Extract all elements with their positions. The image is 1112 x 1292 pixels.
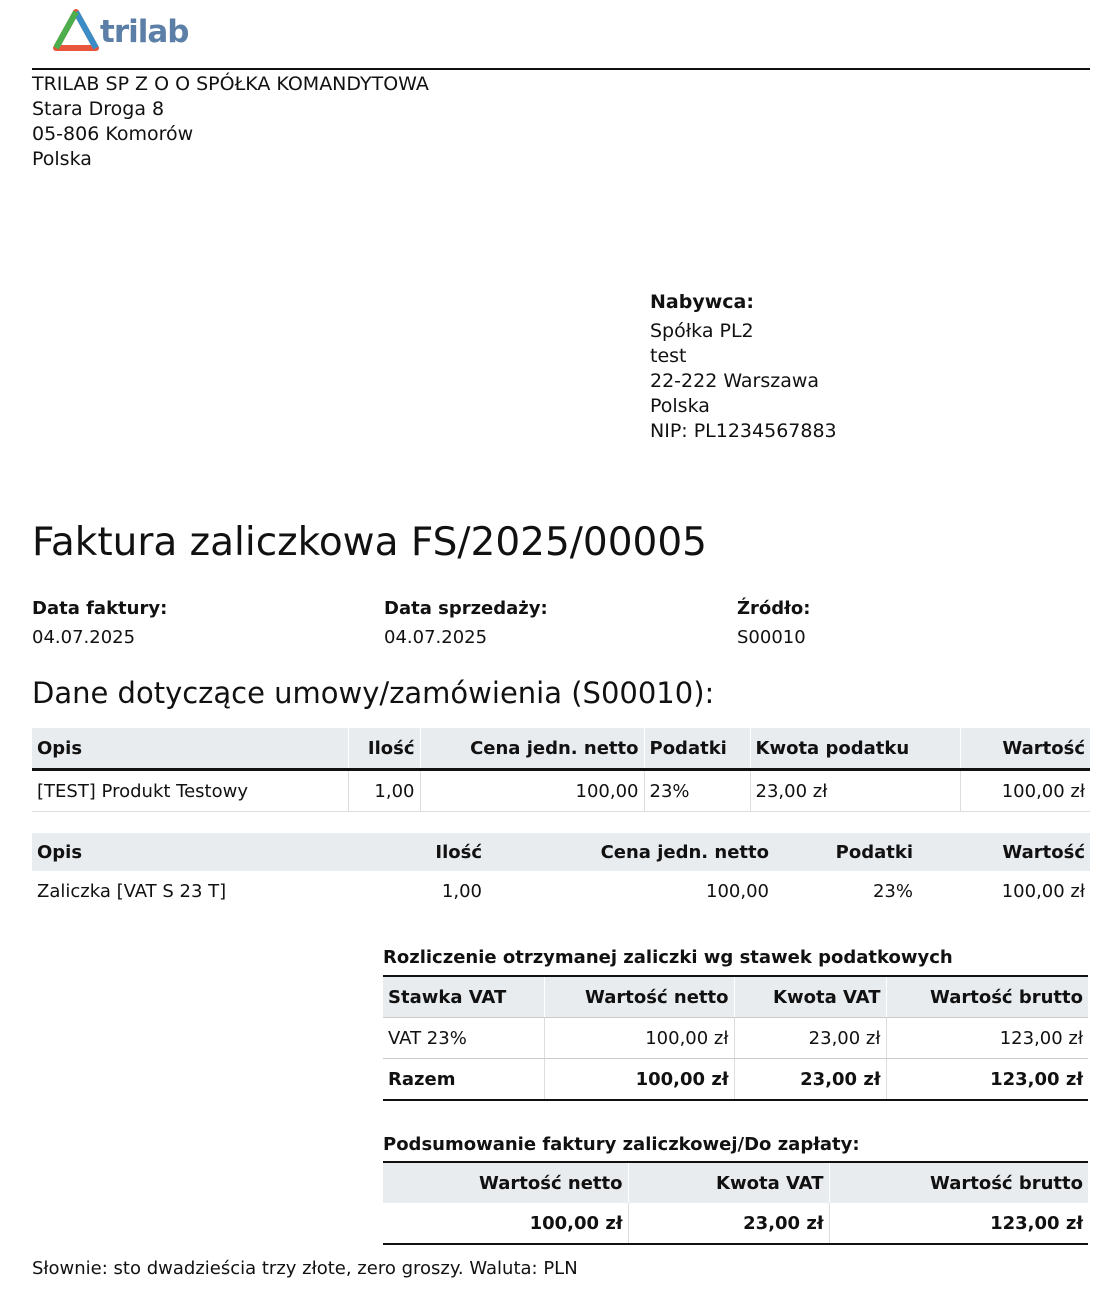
buyer-address (650, 290, 837, 444)
seller-address (32, 72, 429, 172)
buyer-name: Spółka PL2 (650, 320, 754, 342)
table-row (383, 1203, 1088, 1244)
company-logo (52, 8, 192, 58)
table-cell: Zaliczka [VAT S 23 T] (37, 880, 227, 902)
table-cell: 23,00 zł (628, 1203, 829, 1244)
logo-wordmark: trilab (100, 14, 189, 50)
total-row (383, 1059, 1088, 1101)
invoice-title: Faktura zaliczkowa FS/2025/00005 (32, 520, 707, 565)
col-header: Podatki (774, 833, 918, 871)
col-header: Cena jedn. netto (487, 833, 774, 871)
table-header-row (383, 1162, 1088, 1203)
table-cell: 23% (872, 880, 913, 902)
table-cell: [TEST] Produkt Testowy (32, 770, 348, 812)
table-cell: 1,00 (441, 880, 482, 902)
table-row (32, 770, 1090, 812)
col-header: Kwota VAT (628, 1162, 829, 1203)
col-header: Wartość brutto (829, 1162, 1088, 1203)
table-cell: 100,00 zł (544, 1059, 734, 1101)
triangle-logo-icon (52, 8, 100, 58)
buyer-line2: test (650, 345, 687, 367)
amount-in-words: Słownie: sto dwadzieścia trzy złote, zero groszy. Waluta: PLN (32, 1258, 578, 1279)
col-header: Stawka VAT (383, 976, 544, 1018)
col-header: Opis (32, 833, 372, 871)
table-header-row (383, 976, 1088, 1018)
source-label: Źródło: (737, 598, 811, 619)
buyer-city: 22-222 Warszawa (650, 370, 820, 392)
order-table (32, 728, 1090, 812)
table-cell: 100,00 zł (1001, 880, 1085, 902)
table-cell: 1,00 (348, 770, 420, 812)
buyer-heading: Nabywca: (650, 291, 754, 313)
seller-street: Stara Droga 8 (32, 98, 165, 120)
source (737, 598, 810, 648)
col-header: Ilość (348, 728, 420, 770)
col-header: Podatki (644, 728, 750, 770)
table-cell: 123,00 zł (829, 1203, 1088, 1244)
sale-date-value: 04.07.2025 (384, 627, 488, 648)
invoice-date (32, 598, 167, 648)
buyer-country: Polska (650, 395, 710, 417)
table-cell: 100,00 zł (960, 770, 1090, 812)
col-header: Kwota VAT (734, 976, 886, 1018)
table-cell: 123,00 zł (886, 1059, 1088, 1101)
sale-date-label: Data sprzedaży: (384, 598, 548, 619)
summary-heading: Podsumowanie faktury zaliczkowej/Do zapłaty: (383, 1134, 860, 1155)
table-cell: 23% (644, 770, 750, 812)
source-value: S00010 (737, 627, 806, 648)
table-row (32, 871, 1090, 911)
sale-date (384, 598, 548, 648)
seller-country: Polska (32, 148, 92, 170)
table-header-row (32, 728, 1090, 770)
order-heading: Dane dotyczące umowy/zamówienia (S00010): (32, 676, 715, 710)
table-header-row (32, 833, 1090, 871)
table-cell: 100,00 zł (529, 1212, 623, 1234)
col-header: Wartość (960, 728, 1090, 770)
table-cell: Razem (388, 1068, 456, 1090)
seller-city: 05-806 Komorów (32, 123, 194, 145)
settlement-table (383, 975, 1088, 1101)
col-header: Opis (32, 728, 348, 770)
summary-table (383, 1161, 1088, 1245)
table-cell: 23,00 zł (734, 1018, 886, 1059)
table-cell: 100,00 zł (544, 1018, 734, 1059)
settlement-heading: Rozliczenie otrzymanej zaliczki wg stawek podatkowych (383, 947, 953, 968)
table-cell: 100,00 (420, 770, 644, 812)
col-header: Wartość (918, 833, 1090, 871)
invoice-date-value: 04.07.2025 (32, 627, 136, 648)
invoice-lines-table (32, 833, 1090, 911)
invoice-date-label: Data faktury: (32, 598, 168, 619)
table-cell: 23,00 zł (734, 1059, 886, 1101)
col-header: Cena jedn. netto (420, 728, 644, 770)
col-header: Wartość netto (544, 976, 734, 1018)
col-header: Wartość netto (383, 1162, 628, 1203)
table-cell: VAT 23% (383, 1018, 544, 1059)
seller-name: TRILAB SP Z O O SPÓŁKA KOMANDYTOWA (32, 73, 429, 95)
table-row (383, 1018, 1088, 1059)
col-header: Ilość (372, 833, 487, 871)
buyer-nip: NIP: PL1234567883 (650, 420, 837, 442)
table-cell: 100,00 (706, 880, 769, 902)
table-cell: 23,00 zł (750, 770, 960, 812)
header-divider (32, 68, 1090, 70)
table-cell: 123,00 zł (886, 1018, 1088, 1059)
col-header: Wartość brutto (886, 976, 1088, 1018)
col-header: Kwota podatku (750, 728, 960, 770)
